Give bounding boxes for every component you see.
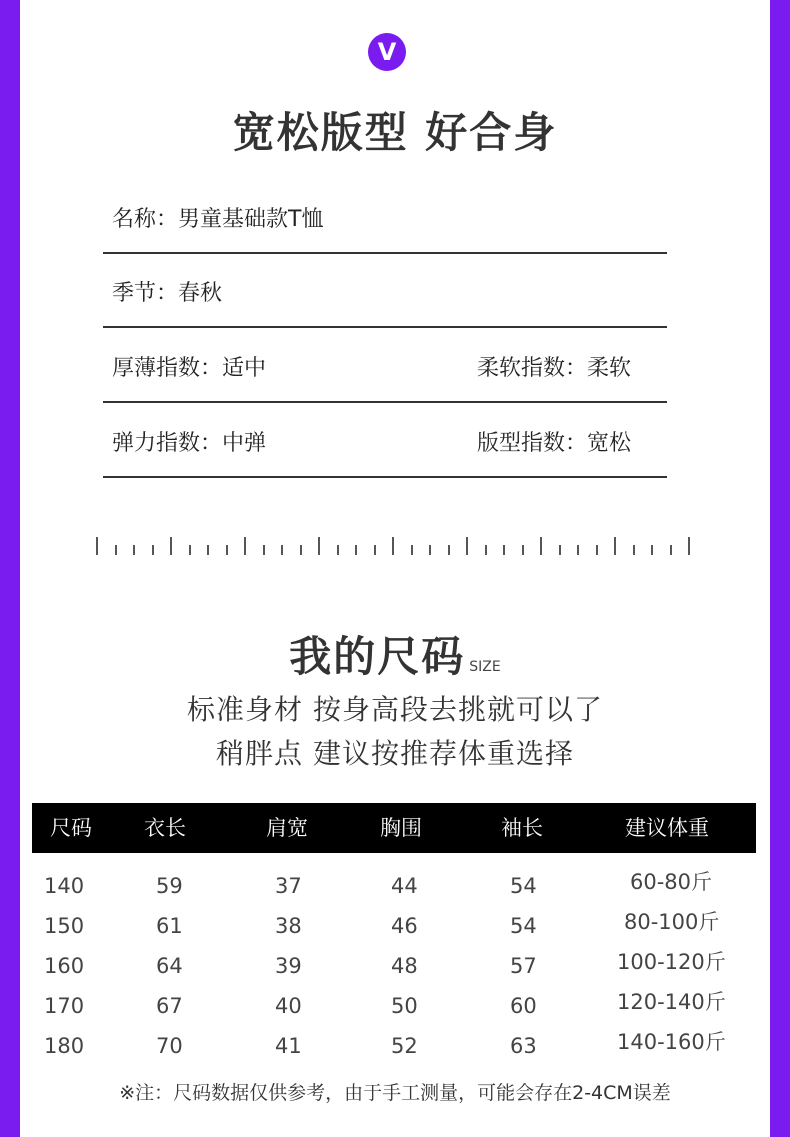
left-border-bar bbox=[0, 0, 20, 1137]
cell-size: 170 bbox=[44, 994, 85, 1018]
cell-shoulder: 40 bbox=[275, 994, 302, 1018]
ruler-tick bbox=[503, 545, 505, 555]
headline: 宽松版型 好合身 bbox=[232, 108, 558, 157]
size-title-suffix: SIZE bbox=[469, 659, 501, 675]
ruler-tick bbox=[429, 545, 431, 555]
cell-sleeve: 54 bbox=[510, 914, 537, 938]
cell-chest: 46 bbox=[391, 914, 418, 938]
ruler-tick bbox=[152, 545, 154, 555]
ruler-tick bbox=[189, 545, 191, 555]
table-row bbox=[32, 986, 756, 1026]
ruler-tick bbox=[633, 545, 635, 555]
cell-shoulder: 38 bbox=[275, 914, 302, 938]
ruler-tick bbox=[670, 545, 672, 555]
cell-weight: 140-160斤 bbox=[617, 1030, 726, 1054]
ruler-tick bbox=[577, 545, 579, 555]
cell-shoulder: 39 bbox=[275, 954, 302, 978]
cell-shoulder: 41 bbox=[275, 1034, 302, 1058]
cell-weight: 80-100斤 bbox=[624, 910, 720, 934]
table-row bbox=[32, 866, 756, 906]
cell-size: 180 bbox=[44, 1034, 85, 1058]
right-border-bar bbox=[770, 0, 790, 1137]
table-row bbox=[32, 946, 756, 986]
spec-row-season bbox=[103, 256, 667, 328]
ruler-tick bbox=[318, 537, 320, 555]
size-advice-line-2: 稍胖点 建议按推荐体重选择 bbox=[216, 737, 574, 770]
ruler-tick bbox=[207, 545, 209, 555]
cell-size: 140 bbox=[44, 874, 85, 898]
table-row bbox=[32, 906, 756, 946]
ruler-tick bbox=[651, 545, 653, 555]
header-sleeve: 袖长 bbox=[501, 816, 543, 840]
ruler-tick bbox=[355, 545, 357, 555]
size-title-text: 我的尺码 bbox=[289, 632, 466, 681]
spec-name: 名称：男童基础款T恤 bbox=[112, 206, 324, 232]
ruler-tick bbox=[115, 545, 117, 555]
header-size: 尺码 bbox=[50, 816, 92, 840]
cell-chest: 52 bbox=[391, 1034, 418, 1058]
ruler-tick bbox=[96, 537, 98, 555]
ruler-tick bbox=[411, 545, 413, 555]
ruler-tick bbox=[281, 545, 283, 555]
spec-thickness: 厚薄指数：适中 bbox=[112, 355, 267, 381]
v-badge-icon: V bbox=[368, 33, 406, 71]
header-weight: 建议体重 bbox=[625, 816, 709, 840]
size-title bbox=[0, 624, 790, 684]
cell-weight: 120-140斤 bbox=[617, 990, 726, 1014]
header-chest: 胸围 bbox=[380, 816, 422, 840]
ruler-tick bbox=[392, 537, 394, 555]
cell-chest: 44 bbox=[391, 874, 418, 898]
ruler-tick bbox=[559, 545, 561, 555]
table-row bbox=[32, 1026, 756, 1066]
spec-row-elasticity-fit bbox=[103, 406, 667, 478]
ruler-tick bbox=[133, 545, 135, 555]
cell-length: 59 bbox=[156, 874, 183, 898]
cell-size: 160 bbox=[44, 954, 85, 978]
ruler-tick bbox=[263, 545, 265, 555]
ruler-tick bbox=[226, 545, 228, 555]
cell-sleeve: 60 bbox=[510, 994, 537, 1018]
ruler-tick bbox=[466, 537, 468, 555]
header-length: 衣长 bbox=[144, 816, 186, 840]
ruler-tick bbox=[485, 545, 487, 555]
ruler-tick bbox=[688, 537, 690, 555]
cell-size: 150 bbox=[44, 914, 85, 938]
ruler-tick bbox=[374, 545, 376, 555]
cell-length: 70 bbox=[156, 1034, 183, 1058]
header-shoulder: 肩宽 bbox=[266, 816, 308, 840]
cell-length: 64 bbox=[156, 954, 183, 978]
ruler-tick bbox=[170, 537, 172, 555]
cell-sleeve: 63 bbox=[510, 1034, 537, 1058]
spec-row-name bbox=[103, 182, 667, 254]
spec-season: 季节：春秋 bbox=[112, 280, 223, 306]
cell-weight: 60-80斤 bbox=[630, 870, 713, 894]
ruler-tick bbox=[522, 545, 524, 555]
cell-length: 61 bbox=[156, 914, 183, 938]
spec-softness: 柔软指数：柔软 bbox=[476, 355, 631, 381]
cell-chest: 48 bbox=[391, 954, 418, 978]
spec-row-thickness-softness bbox=[103, 331, 667, 403]
ruler-tick bbox=[540, 537, 542, 555]
ruler-tick bbox=[244, 537, 246, 555]
spec-fit: 版型指数：宽松 bbox=[476, 430, 631, 456]
ruler-divider bbox=[96, 535, 696, 555]
ruler-tick bbox=[300, 545, 302, 555]
cell-chest: 50 bbox=[391, 994, 418, 1018]
spec-elasticity: 弹力指数：中弹 bbox=[112, 430, 267, 456]
measurement-note: ※注：尺码数据仅供参考，由于手工测量，可能会存在2-4CM误差 bbox=[119, 1082, 671, 1104]
size-advice-line-1: 标准身材 按身高段去挑就可以了 bbox=[187, 693, 603, 726]
cell-length: 67 bbox=[156, 994, 183, 1018]
ruler-tick bbox=[596, 545, 598, 555]
ruler-tick bbox=[614, 537, 616, 555]
cell-weight: 100-120斤 bbox=[617, 950, 726, 974]
cell-sleeve: 57 bbox=[510, 954, 537, 978]
ruler-tick bbox=[448, 545, 450, 555]
cell-sleeve: 54 bbox=[510, 874, 537, 898]
ruler-tick bbox=[337, 545, 339, 555]
size-table-header bbox=[32, 803, 756, 853]
cell-shoulder: 37 bbox=[275, 874, 302, 898]
